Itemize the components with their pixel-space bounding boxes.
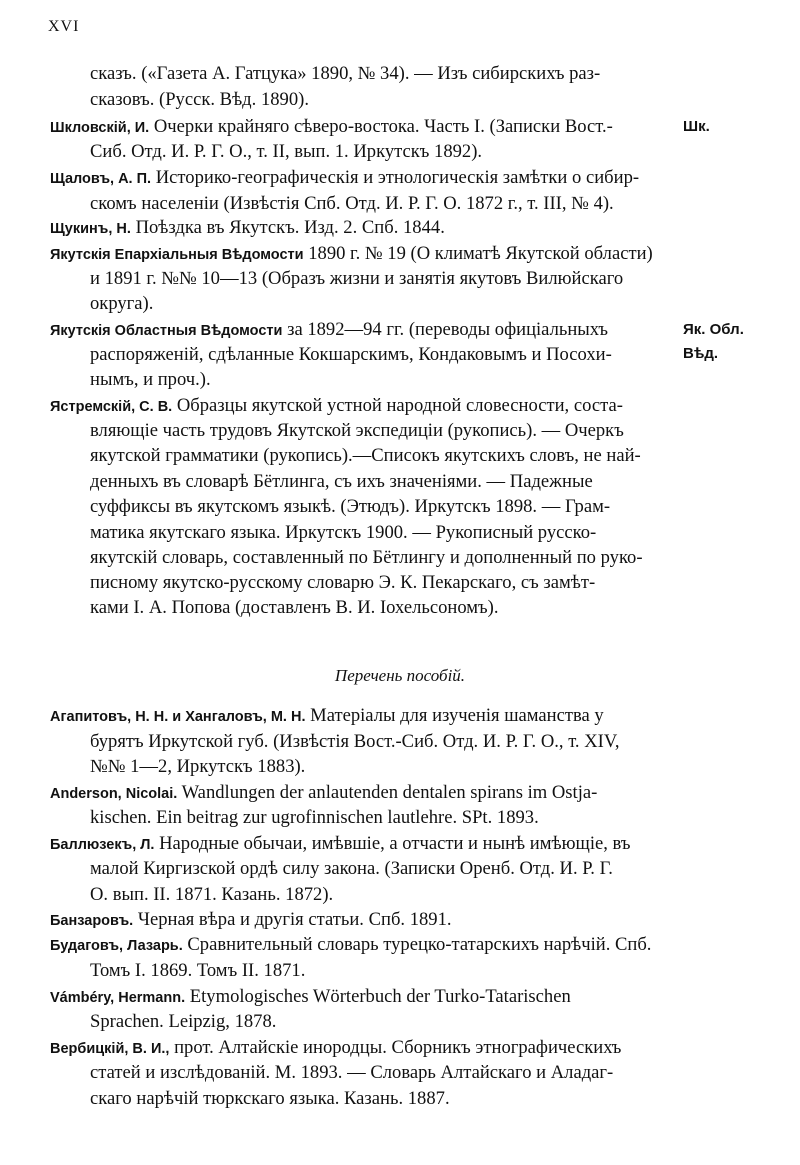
entry-line: вляющіе часть трудовъ Якутской экспедиціи (рукопись). — Очеркъ	[90, 420, 624, 441]
reference-line: скаго нарѣчій тюркскаго языка. Казань. 1887.	[90, 1088, 450, 1109]
entry-line: якутской грамматики (рукопись).—Списокъ якутскихъ словъ, не най-	[90, 445, 641, 466]
entry-line: писному якутско-русскому словарю Э. К. Пекарскаго, съ замѣт-	[90, 572, 596, 593]
entry-line: сказовъ. (Русск. Вѣд. 1890).	[90, 89, 309, 110]
entry-author: Ястремскій, С. В.	[50, 399, 173, 415]
reference-line: О. вып. II. 1871. Казань. 1872).	[90, 884, 334, 905]
entry-line: распоряженій, сдѣланные Кокшарскимъ, Кондаковымъ и Посохи-	[90, 344, 612, 365]
reference-author: Vámbéry, Hermann.	[50, 990, 186, 1006]
reference-line: бурятъ Иркутской губ. (Извѣстія Вост.-Сиб. Отд. И. Р. Г. О., т. XIV,	[90, 731, 620, 752]
entry-line: ками I. А. Попова (доставленъ В. И. Іохельсономъ).	[90, 597, 499, 618]
reference-text: Черная вѣра и другія статьи. Спб. 1891.	[137, 909, 452, 930]
entry-line: и 1891 г. №№ 10—13 (Образъ жизни и занятія якутовъ Вилюйскаго	[90, 268, 624, 289]
reference-author: Баллюзекъ, Л.	[50, 837, 155, 853]
reference-author: Агапитовъ, Н. Н. и Хангаловъ, М. Н.	[50, 709, 306, 725]
entry-author: Якутскія Областныя Вѣдомости	[50, 323, 283, 339]
reference-first-line	[50, 908, 452, 933]
entry-text: Образцы якутской устной народной словесности, соста-	[176, 395, 623, 416]
reference-text: Сравнительный словарь турецко-татарскихъ нарѣчій. Спб.	[187, 934, 652, 955]
entry-text: Поѣздка въ Якутскъ. Изд. 2. Спб. 1844.	[135, 217, 445, 238]
entry-text: 1890 г. № 19 (О климатѣ Якутской области)	[308, 243, 653, 264]
reference-first-line	[50, 985, 571, 1010]
entry-abbreviation: Шк.	[683, 118, 710, 135]
entry-line: нымъ, и проч.).	[90, 369, 211, 390]
entry-text: за 1892—94 гг. (переводы офиціальныхъ	[287, 319, 609, 340]
reference-line: №№ 1—2, Иркутскъ 1883).	[90, 756, 306, 777]
reference-text: Народные обычаи, имѣвшіе, а отчасти и нынѣ имѣющіе, въ	[159, 833, 631, 854]
reference-first-line	[50, 832, 630, 857]
entry-line: суффиксы въ якутскомъ языкѣ. (Этюдъ). Иркутскъ 1898. — Грам-	[90, 496, 611, 517]
reference-author: Банзаровъ.	[50, 913, 134, 929]
reference-first-line	[50, 781, 597, 806]
reference-text: Etymologisches Wörterbuch der Turko-Tatarischen	[189, 986, 571, 1007]
entry-author: Якутскія Епархіальныя Вѣдомости	[50, 247, 304, 263]
entry-text: Очерки крайняго сѣверо-востока. Часть I. (Записки Вост.-	[153, 116, 613, 137]
entry-abbreviation: Як. Обл. Вѣд.	[683, 321, 744, 362]
entry-first-line	[50, 216, 445, 241]
reference-text: прот. Алтайскіе инородцы. Сборникъ этнографическихъ	[174, 1037, 622, 1058]
entry-author: Щаловъ, А. П.	[50, 171, 152, 187]
reference-line: Томъ I. 1869. Томъ II. 1871.	[90, 960, 306, 981]
entry-first-line	[50, 318, 608, 343]
entry-author: Шкловскій, И.	[50, 120, 150, 136]
entry-first-line	[50, 166, 639, 191]
reference-line: статей и изслѣдованій. М. 1893. — Словарь Алтайскаго и Аладаг-	[90, 1062, 614, 1083]
entry-line: денныхъ въ словарѣ Бётлинга, съ ихъ значеніями. — Падежные	[90, 471, 593, 492]
reference-first-line	[50, 704, 604, 729]
reference-line: малой Киргизской ордѣ силу закона. (Записки Оренб. Отд. И. Р. Г.	[90, 858, 613, 879]
entry-text: Историко-географическія и этнологическія замѣтки о сибир-	[155, 167, 640, 188]
entry-line: матика якутскаго языка. Иркутскъ 1900. — Рукописный русско-	[90, 522, 597, 543]
entry-line: якутскій словарь, составленный по Бётлингу и дополненный по руко-	[90, 547, 643, 568]
entry-first-line	[50, 115, 613, 140]
entry-first-line	[50, 242, 653, 267]
entry-line: округа).	[90, 293, 154, 314]
entry-author: Щукинъ, Н.	[50, 221, 131, 237]
entry-line: сказъ. («Газета А. Гатцука» 1890, № 34). — Изъ сибирскихъ раз-	[90, 63, 601, 84]
reference-author: Будаговъ, Лазарь.	[50, 938, 183, 954]
reference-author: Вербицкій, В. И.,	[50, 1041, 170, 1057]
section-title: Перечень пособій.	[334, 666, 466, 685]
reference-text: Wandlungen der anlautenden dentalen spirans im Ostja-	[181, 782, 598, 803]
entry-line: скомъ населеніи (Извѣстія Спб. Отд. И. Р. Г. О. 1872 г., т. III, № 4).	[90, 193, 614, 214]
reference-first-line	[50, 933, 651, 958]
reference-line: kischen. Ein beitrag zur ugrofinnischen lautlehre. SPt. 1893.	[90, 807, 539, 828]
entry-first-line	[50, 394, 623, 419]
reference-author: Anderson, Nicolai.	[50, 786, 178, 802]
reference-line: Sprachen. Leipzig, 1878.	[90, 1011, 277, 1032]
entry-line: Сиб. Отд. И. Р. Г. О., т. II, вып. 1. Иркутскъ 1892).	[90, 141, 483, 162]
page-number: XVI	[48, 18, 80, 35]
reference-text: Матеріалы для изученія шаманства у	[310, 705, 604, 726]
reference-first-line	[50, 1036, 621, 1061]
